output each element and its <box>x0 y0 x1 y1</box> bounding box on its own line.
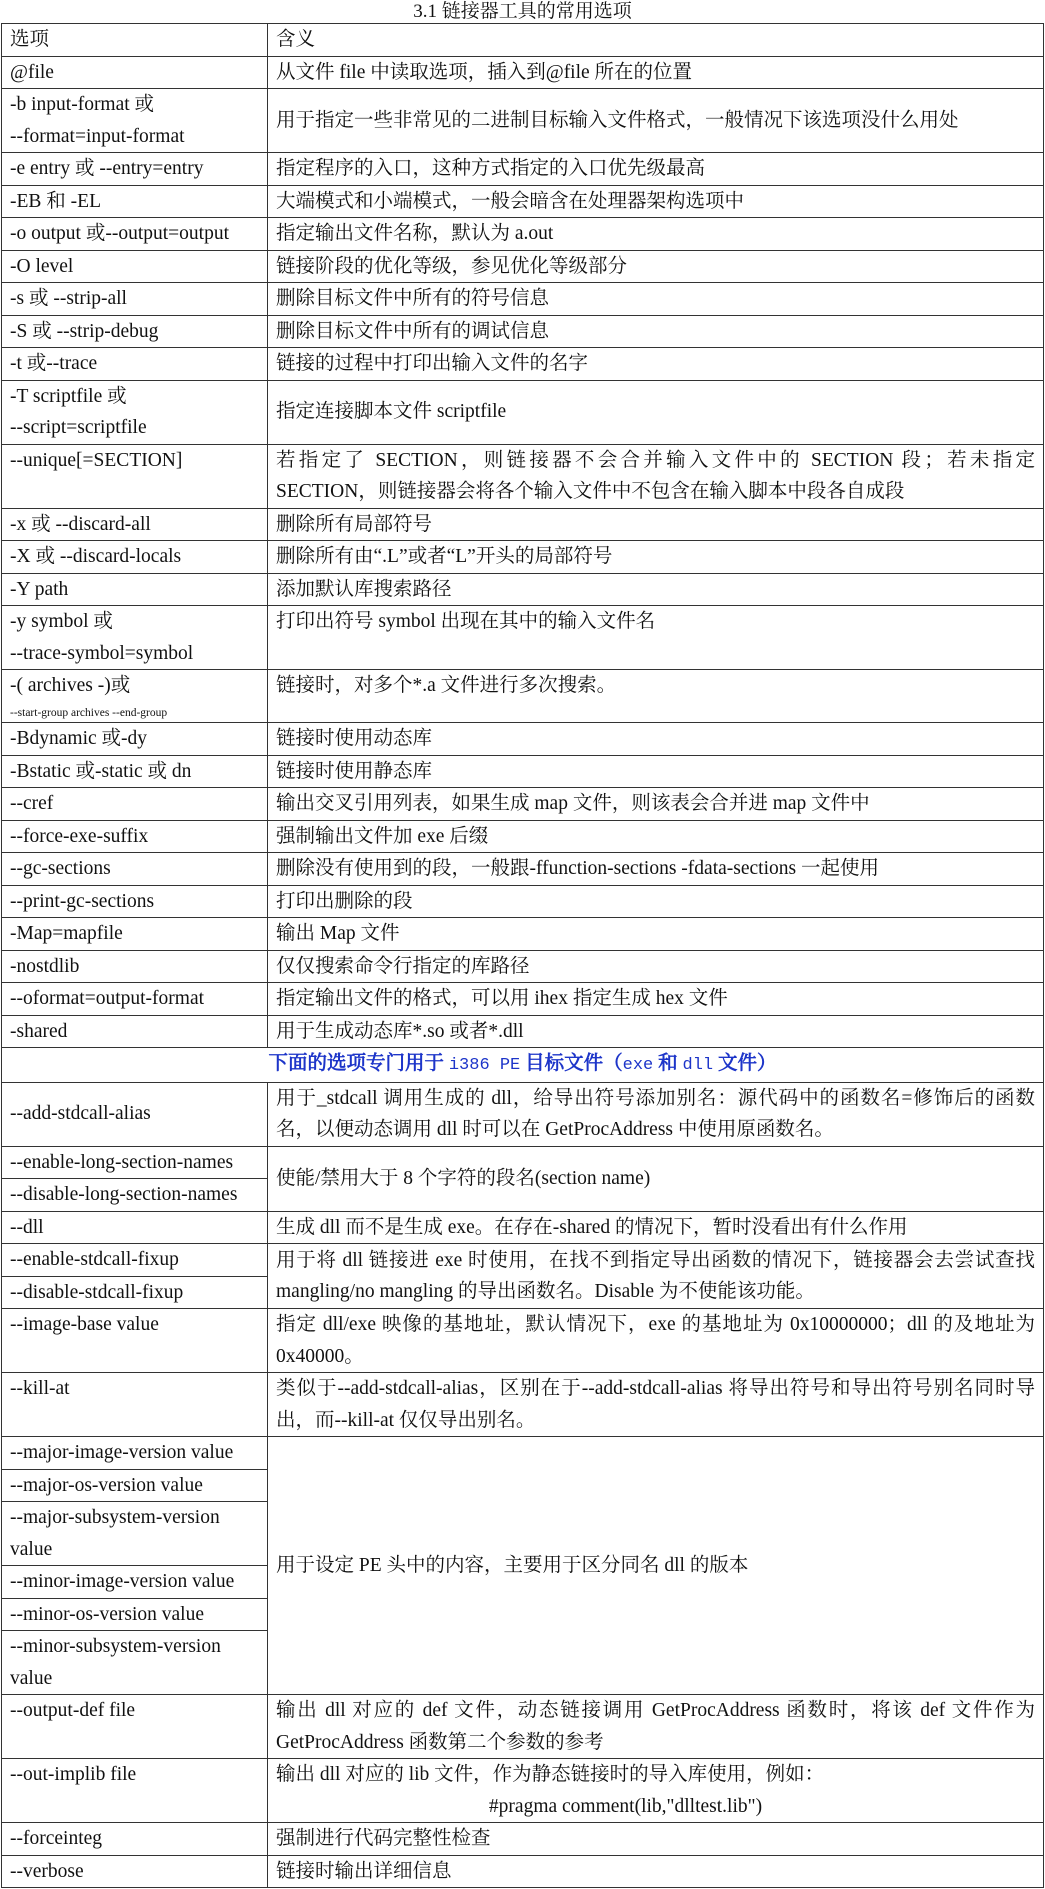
table-row <box>2 1211 1044 1244</box>
meaning-cell: 用于生成动态库*.so 或者*.dll <box>268 1015 1044 1048</box>
table-row <box>2 573 1044 606</box>
meaning-cell: 若指定了 SECTION，则链接器不会合并输入文件中的 SECTION 段；若未指定 SECTION，则链接器会将各个输入文件中不包含在输入脚本中段各自成段 <box>268 444 1044 508</box>
table-row <box>2 1373 1044 1437</box>
meaning-cell: 输出 Map 文件 <box>268 918 1044 951</box>
table-row <box>2 444 1044 508</box>
meaning-cell: 指定连接脚本文件 scriptfile <box>268 380 1044 444</box>
header-option: 选项 <box>2 24 268 57</box>
table-row <box>2 348 1044 381</box>
option-cell: --minor-image-version value <box>2 1566 268 1599</box>
table-row <box>2 755 1044 788</box>
meaning-cell: 删除所有局部符号 <box>268 508 1044 541</box>
option-cell: --major-subsystem-version value <box>2 1502 268 1566</box>
meaning-cell: 大端模式和小端模式，一般会暗含在处理器架构选项中 <box>268 185 1044 218</box>
table-row <box>2 380 1044 444</box>
option-cell: -O level <box>2 250 268 283</box>
table-row <box>2 950 1044 983</box>
option-cell: --oformat=output-format <box>2 983 268 1016</box>
table-row <box>2 185 1044 218</box>
table-row <box>2 153 1044 186</box>
meaning-cell: 链接阶段的优化等级，参见优化等级部分 <box>268 250 1044 283</box>
meaning-cell: 强制输出文件加 exe 后缀 <box>268 820 1044 853</box>
code-example: #pragma comment(lib,"dlltest.lib") <box>488 1795 763 1817</box>
table-row <box>2 1823 1044 1856</box>
option-cell: -e entry 或 --entry=entry <box>2 153 268 186</box>
option-cell: --minor-subsystem-version value <box>2 1631 268 1695</box>
option-cell: --dll <box>2 1211 268 1244</box>
option-cell: --forceinteg <box>2 1823 268 1856</box>
option-cell <box>2 89 268 153</box>
table-row <box>2 56 1044 89</box>
option-cell: --out-implib file <box>2 1759 268 1823</box>
table-row <box>2 1855 1044 1888</box>
meaning-cell: 链接时，对多个*.a 文件进行多次搜索。 <box>268 670 1044 723</box>
meaning-cell: 删除所有由“.L”或者“L”开头的局部符号 <box>268 541 1044 574</box>
table-row <box>2 723 1044 756</box>
option-cell: --add-stdcall-alias <box>2 1082 268 1146</box>
option-cell: -S 或 --strip-debug <box>2 315 268 348</box>
option-cell: -EB 和 -EL <box>2 185 268 218</box>
pe-section-heading <box>2 1048 1044 1083</box>
table-row <box>2 315 1044 348</box>
meaning-cell: 删除目标文件中所有的调试信息 <box>268 315 1044 348</box>
table-row <box>2 283 1044 316</box>
meaning-cell: 打印出符号 symbol 出现在其中的输入文件名 <box>268 606 1044 670</box>
meaning-cell: 链接时使用静态库 <box>268 755 1044 788</box>
meaning-cell <box>268 1759 1044 1823</box>
linker-options-table <box>1 23 1044 1888</box>
meaning-cell: 用于指定一些非常见的二进制目标输入文件格式，一般情况下该选项没什么用处 <box>268 89 1044 153</box>
meaning-cell: 用于将 dll 链接进 exe 时使用，在找不到指定导出函数的情况下，链接器会去尝试查找 mangling/no mangling 的导出函数名。Disable 为不使能该功能。 <box>268 1244 1044 1309</box>
heading-code: dll <box>682 1056 714 1075</box>
table-row <box>2 885 1044 918</box>
option-cell: --print-gc-sections <box>2 885 268 918</box>
table-row <box>2 1146 1044 1179</box>
table-header-row <box>2 24 1044 57</box>
table-caption: 3.1 链接器工具的常用选项 <box>413 1 632 22</box>
meaning-cell: 指定输出文件的格式，可以用 ihex 指定生成 hex 文件 <box>268 983 1044 1016</box>
option-cell: --disable-stdcall-fixup <box>2 1276 268 1309</box>
heading-text: 和 <box>653 1053 683 1074</box>
option-cell: -Map=mapfile <box>2 918 268 951</box>
table-row <box>2 1309 1044 1373</box>
option-cell: --disable-long-section-names <box>2 1179 268 1212</box>
table-row <box>2 1759 1044 1823</box>
heading-text: 文件） <box>713 1053 777 1074</box>
option-cell: --output-def file <box>2 1695 268 1759</box>
table-row <box>2 918 1044 951</box>
meaning-cell: 打印出删除的段 <box>268 885 1044 918</box>
table-row <box>2 606 1044 670</box>
header-meaning: 含义 <box>268 24 1044 57</box>
table-row <box>2 218 1044 251</box>
table-row <box>2 1244 1044 1277</box>
option-cell: -Bdynamic 或-dy <box>2 723 268 756</box>
option-line: -y symbol 或 <box>10 611 113 632</box>
option-cell <box>2 670 268 723</box>
table-row <box>2 983 1044 1016</box>
option-cell: --kill-at <box>2 1373 268 1437</box>
option-line: -b input-format 或 <box>10 94 155 115</box>
meaning-cell: 使能/禁用大于 8 个字符的段名(section name) <box>268 1146 1044 1211</box>
meaning-text: 输出 dll 对应的 lib 文件，作为静态链接时的导入库使用，例如： <box>276 1764 825 1785</box>
option-cell: -Bstatic 或-static 或 dn <box>2 755 268 788</box>
meaning-cell: 链接的过程中打印出输入文件的名字 <box>268 348 1044 381</box>
option-cell: --major-os-version value <box>2 1469 268 1502</box>
meaning-cell: 链接时输出详细信息 <box>268 1855 1044 1888</box>
table-row <box>2 541 1044 574</box>
option-cell: -o output 或--output=output <box>2 218 268 251</box>
table-row <box>2 1695 1044 1759</box>
meaning-cell: 用于_stdcall 调用生成的 dll，给导出符号添加别名：源代码中的函数名=修饰后的函数名，以便动态调用 dll 时可以在 GetProcAddress 中使用原函数名。 <box>268 1082 1044 1146</box>
table-row <box>2 1082 1044 1146</box>
option-cell: --minor-os-version value <box>2 1598 268 1631</box>
option-cell: --gc-sections <box>2 853 268 886</box>
meaning-cell: 生成 dll 而不是生成 exe。在存在-shared 的情况下，暂时没看出有什么作用 <box>268 1211 1044 1244</box>
option-cell: -x 或 --discard-all <box>2 508 268 541</box>
option-cell: --cref <box>2 788 268 821</box>
heading-code: i386 PE <box>448 1056 521 1075</box>
meaning-cell: 添加默认库搜索路径 <box>268 573 1044 606</box>
table-row <box>2 820 1044 853</box>
option-cell: -nostdlib <box>2 950 268 983</box>
option-line: --format=input-format <box>10 125 185 147</box>
option-cell: -X 或 --discard-locals <box>2 541 268 574</box>
meaning-cell: 输出交叉引用列表，如果生成 map 文件，则该表会合并进 map 文件中 <box>268 788 1044 821</box>
table-row <box>2 788 1044 821</box>
option-cell <box>2 606 268 670</box>
meaning-cell: 指定 dll/exe 映像的基地址，默认情况下，exe 的基地址为 0x10000000；dll 的及地址为 0x40000。 <box>268 1309 1044 1373</box>
table-row <box>2 1015 1044 1048</box>
option-line: --trace-symbol=symbol <box>10 642 194 664</box>
option-cell: -t 或--trace <box>2 348 268 381</box>
heading-text: 目标文件（ <box>520 1053 623 1074</box>
option-cell: @file <box>2 56 268 89</box>
meaning-cell: 类似于--add-stdcall-alias，区别在于--add-stdcall-alias 将导出符号和导出符号别名同时导出，而--kill-at 仅仅导出别名。 <box>268 1373 1044 1437</box>
meaning-cell: 仅仅搜索命令行指定的库路径 <box>268 950 1044 983</box>
option-cell: --major-image-version value <box>2 1437 268 1470</box>
table-row <box>2 1437 1044 1470</box>
heading-text: 下面的选项专门用于 <box>268 1053 449 1074</box>
table-row <box>2 853 1044 886</box>
option-cell: --verbose <box>2 1855 268 1888</box>
table-row <box>2 508 1044 541</box>
heading-code: exe <box>622 1056 654 1075</box>
pe-section-heading-row <box>2 1048 1044 1083</box>
meaning-cell: 用于设定 PE 头中的内容，主要用于区分同名 dll 的版本 <box>268 1437 1044 1695</box>
option-line: -T scriptfile 或 <box>10 385 127 407</box>
option-line: -( archives -)或 <box>10 675 131 696</box>
meaning-cell: 指定程序的入口，这种方式指定的入口优先级最高 <box>268 153 1044 186</box>
table-row <box>2 89 1044 153</box>
table-row <box>2 670 1044 723</box>
option-cell: --image-base value <box>2 1309 268 1373</box>
meaning-cell: 指定输出文件名称，默认为 a.out <box>268 218 1044 251</box>
option-cell: --enable-long-section-names <box>2 1146 268 1179</box>
option-line-small: --start-group archives --end-group <box>10 706 168 719</box>
option-cell: -Y path <box>2 573 268 606</box>
meaning-cell: 输出 dll 对应的 def 文件，动态链接调用 GetProcAddress 函数时，将该 def 文件作为 GetProcAddress 函数第二个参数的参考 <box>268 1695 1044 1759</box>
option-cell: --enable-stdcall-fixup <box>2 1244 268 1277</box>
meaning-cell: 删除目标文件中所有的符号信息 <box>268 283 1044 316</box>
option-cell: --unique[=SECTION] <box>2 444 268 508</box>
meaning-cell: 强制进行代码完整性检查 <box>268 1823 1044 1856</box>
option-line: --script=scriptfile <box>10 417 147 438</box>
meaning-cell: 从文件 file 中读取选项，插入到@file 所在的位置 <box>268 56 1044 89</box>
meaning-cell: 删除没有使用到的段，一般跟-ffunction-sections -fdata-sections 一起使用 <box>268 853 1044 886</box>
option-cell <box>2 380 268 444</box>
table-row <box>2 250 1044 283</box>
option-cell: -s 或 --strip-all <box>2 283 268 316</box>
option-cell: -shared <box>2 1015 268 1048</box>
meaning-cell: 链接时使用动态库 <box>268 723 1044 756</box>
option-cell: --force-exe-suffix <box>2 820 268 853</box>
